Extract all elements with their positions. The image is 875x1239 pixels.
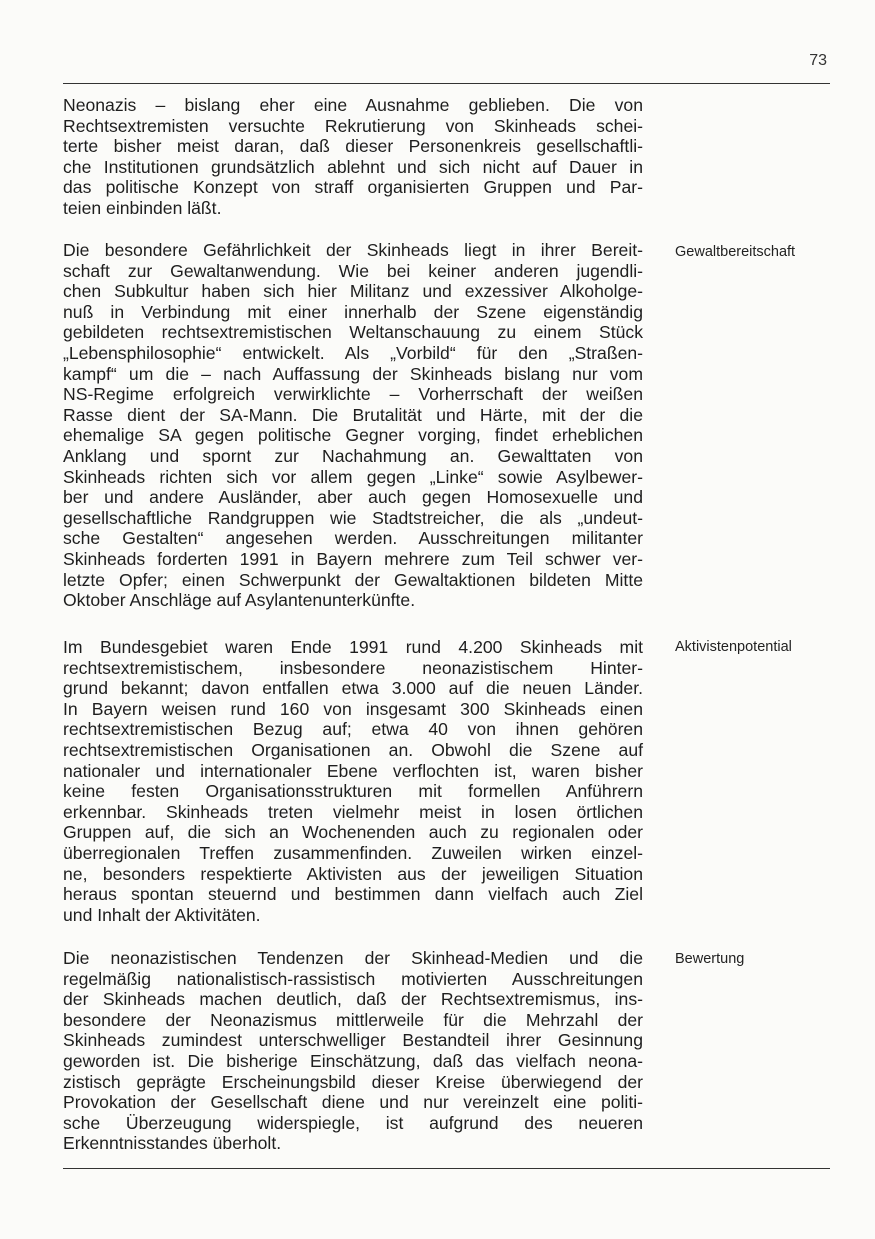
text-line: überregionalen Treffen zusammenfinden. Zuweilen wirken einzel- bbox=[63, 842, 643, 863]
text-line: letzte Opfer; einen Schwerpunkt der Gewaltaktionen bildeten Mitte bbox=[63, 569, 643, 590]
text-line: regelmäßig nationalistisch-rassistisch motivierten Ausschreitungen bbox=[63, 968, 643, 989]
text-line: Rechtsextremisten versuchte Rekrutierung von Skinheads schei- bbox=[63, 115, 643, 136]
text-line: keine festen Organisationsstrukturen mit formellen Anführern bbox=[63, 781, 643, 802]
text-line: rechtsextremistischen Organisationen an. Obwohl die Szene auf bbox=[63, 739, 643, 760]
text-line: rechtsextremistischem, insbesondere neonazistischem Hinter- bbox=[63, 657, 643, 678]
text-line: Im Bundesgebiet waren Ende 1991 rund 4.200 Skinheads mit bbox=[63, 637, 643, 657]
margin-note-aktivistenpotential: Aktivistenpotential bbox=[675, 639, 792, 655]
text-line: Die neonazistischen Tendenzen der Skinhead-Medien und die bbox=[63, 948, 643, 968]
text-line: Skinheads zumindest unterschwelliger Bestandteil ihrer Gesinnung bbox=[63, 1030, 643, 1051]
text-line: „Lebensphilosophie“ entwickelt. Als „Vorbild“ für den „Straßen- bbox=[63, 342, 643, 363]
text-line: Skinheads forderten 1991 in Bayern mehrere zum Teil schwer ver- bbox=[63, 548, 643, 569]
text-line: gesellschaftliche Randgruppen wie Stadtstreicher, die als „undeut- bbox=[63, 507, 643, 528]
text-line: Oktober Anschläge auf Asylantenunterkünfte. bbox=[63, 590, 416, 611]
paragraph-bewertung bbox=[63, 948, 643, 1154]
text-line: das politische Konzept von straff organisierten Gruppen und Par- bbox=[63, 177, 643, 198]
margin-note-bewertung: Bewertung bbox=[675, 951, 745, 967]
text-line: geworden ist. Die bisherige Einschätzung, daß das vielfach neona- bbox=[63, 1050, 643, 1071]
text-line: Provokation der Gesellschaft diene und nur vereinzelt eine politi- bbox=[63, 1092, 643, 1113]
text-line: Anklang und spornt zur Nachahmung an. Gewalttaten von bbox=[63, 445, 643, 466]
paragraph-intro bbox=[63, 95, 643, 219]
page-number: 73 bbox=[809, 52, 827, 69]
text-line: ber und andere Ausländer, aber auch gegen Homosexuelle und bbox=[63, 487, 643, 508]
text-line: der Skinheads machen deutlich, daß der Rechtsextremismus, ins- bbox=[63, 989, 643, 1010]
text-line: Rasse dient der SA-Mann. Die Brutalität und Härte, mit der die bbox=[63, 404, 643, 425]
text-line: nationaler und internationaler Ebene verflochten ist, waren bisher bbox=[63, 760, 643, 781]
text-line: chen Subkultur haben sich hier Militanz und exzessiver Alkoholge- bbox=[63, 281, 643, 302]
text-line: sche Gestalten“ angesehen werden. Ausschreitungen militanter bbox=[63, 528, 643, 549]
text-line: heraus spontan steuernd und bestimmen dann vielfach auch Ziel bbox=[63, 884, 643, 905]
text-line: nuß in Verbindung mit einer innerhalb der Szene eigenständig bbox=[63, 301, 643, 322]
text-line: sche Überzeugung widerspiegle, ist aufgrund des neueren bbox=[63, 1112, 643, 1133]
text-line: Neonazis – bislang eher eine Ausnahme geblieben. Die von bbox=[63, 95, 643, 115]
text-line: gebildeten rechtsextremistischen Weltanschauung zu einem Stück bbox=[63, 322, 643, 343]
text-line: Erkenntnisstandes überholt. bbox=[63, 1133, 282, 1154]
text-line: Gruppen auf, die sich an Wochenenden auch zu regionalen oder bbox=[63, 822, 643, 843]
text-line: und Inhalt der Aktivitäten. bbox=[63, 904, 261, 925]
text-line: besondere der Neonazismus mittlerweile für die Mehrzahl der bbox=[63, 1009, 643, 1030]
paragraph-aktivistenpotential bbox=[63, 637, 643, 925]
text-line: erkennbar. Skinheads treten vielmehr meist in losen örtlichen bbox=[63, 801, 643, 822]
text-line: kampf“ um die – nach Auffassung der Skinheads bislang nur vom bbox=[63, 363, 643, 384]
text-line: ne, besonders respektierte Aktivisten aus der jeweiligen Situation bbox=[63, 863, 643, 884]
text-line: In Bayern weisen rund 160 von insgesamt 300 Skinheads einen bbox=[63, 698, 643, 719]
footer-rule bbox=[63, 1168, 830, 1169]
text-line: rechtsextremistischen Bezug auf; etwa 40 von ihnen gehören bbox=[63, 719, 643, 740]
text-line: grund bekannt; davon entfallen etwa 3.000 auf die neuen Länder. bbox=[63, 678, 643, 699]
text-line: terte bisher meist daran, daß dieser Personenkreis gesellschaftli- bbox=[63, 136, 643, 157]
text-line: Die besondere Gefährlichkeit der Skinheads liegt in ihrer Bereit- bbox=[63, 240, 643, 260]
text-line: NS-Regime erfolgreich verwirklichte – Vorherrschaft der weißen bbox=[63, 384, 643, 405]
text-line: schaft zur Gewaltanwendung. Wie bei keiner anderen jugendli- bbox=[63, 260, 643, 281]
text-line: che Institutionen grundsätzlich ablehnt und sich nicht auf Dauer in bbox=[63, 156, 643, 177]
text-line: zistisch geprägte Erscheinungsbild dieser Kreise überwiegend der bbox=[63, 1071, 643, 1092]
paragraph-gewaltbereitschaft bbox=[63, 240, 643, 611]
text-line: teien einbinden läßt. bbox=[63, 197, 222, 218]
text-line: Skinheads richten sich vor allem gegen „Linke“ sowie Asylbewer- bbox=[63, 466, 643, 487]
text-line: ehemalige SA gegen politische Gegner vorging, findet erheblichen bbox=[63, 425, 643, 446]
margin-note-gewaltbereitschaft: Gewaltbereitschaft bbox=[675, 244, 796, 260]
header-rule bbox=[63, 83, 830, 84]
